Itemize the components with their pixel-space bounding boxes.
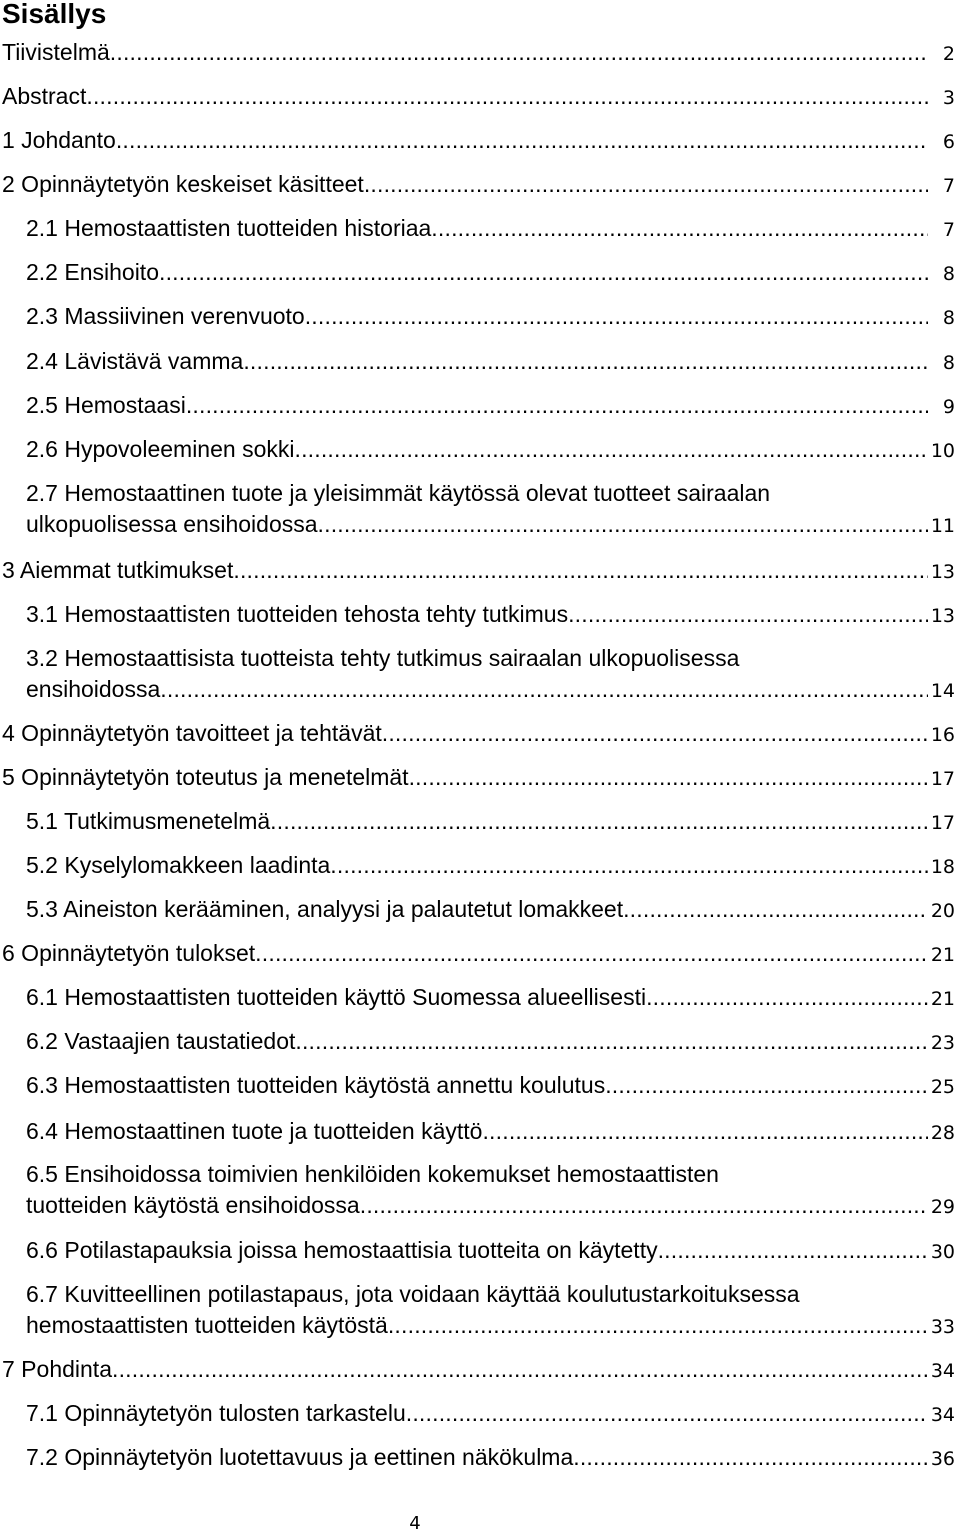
toc-entry-title: tuotteiden käytöstä ensihoidossa bbox=[26, 1192, 360, 1218]
dot-leader bbox=[255, 938, 928, 969]
toc-entry-title: Tiivistelmä bbox=[2, 39, 110, 65]
toc-entry[interactable] bbox=[2, 718, 955, 751]
toc-entry-page-number: 20 bbox=[930, 900, 955, 922]
toc-entry[interactable] bbox=[2, 1354, 955, 1387]
dot-leader bbox=[243, 346, 928, 377]
dot-leader bbox=[409, 762, 928, 793]
dot-leader bbox=[294, 434, 928, 465]
toc-entry[interactable] bbox=[26, 1159, 955, 1223]
toc-entry-title: 2.4 Lävistävä vamma bbox=[26, 348, 244, 374]
toc-entry-page-number: 13 bbox=[930, 561, 955, 583]
toc-entry[interactable] bbox=[2, 938, 955, 971]
toc-entry-page-number: 6 bbox=[942, 131, 955, 153]
toc-entry[interactable] bbox=[26, 806, 955, 839]
toc-entry[interactable] bbox=[26, 643, 955, 707]
toc-entry[interactable] bbox=[26, 1235, 955, 1268]
dot-leader bbox=[623, 894, 928, 925]
toc-entry[interactable] bbox=[2, 37, 955, 70]
toc-entry-page-number: 10 bbox=[930, 440, 955, 462]
toc-entry-page-number: 34 bbox=[930, 1404, 955, 1426]
toc-entry-title: ulkopuolisessa ensihoidossa bbox=[26, 511, 318, 537]
toc-entry-page-number: 25 bbox=[930, 1076, 955, 1098]
toc-entry-page-number: 21 bbox=[930, 988, 955, 1010]
dot-leader bbox=[233, 555, 928, 586]
toc-entry-title-first-line: 3.2 Hemostaattisista tuotteista tehty tutkimus sairaalan ulkopuolisessa bbox=[26, 645, 740, 671]
toc-entry-line bbox=[26, 390, 955, 423]
toc-entry-page-number: 7 bbox=[942, 219, 955, 241]
toc-entry-title: 6.2 Vastaajien taustatiedot bbox=[26, 1028, 296, 1054]
toc-entry-page-number: 9 bbox=[942, 396, 955, 418]
toc-entry-title: 6 Opinnäytetyön tulokset bbox=[2, 940, 256, 966]
toc-entry-title: 5.1 Tutkimusmenetelmä bbox=[26, 808, 271, 834]
dot-leader bbox=[330, 850, 928, 881]
toc-entry-line bbox=[26, 1190, 955, 1223]
toc-entry-title: 5.3 Aineiston kerääminen, analyysi ja palautetut lomakkeet bbox=[26, 896, 624, 922]
toc-entry-title: 2.3 Massiivinen verenvuoto bbox=[26, 303, 305, 329]
toc-entry-line bbox=[26, 509, 955, 542]
toc-entry-line bbox=[26, 346, 955, 379]
toc-entry-line bbox=[2, 762, 955, 795]
page-number: 4 bbox=[409, 1513, 421, 1534]
toc-entry-title: Abstract bbox=[2, 83, 87, 109]
toc-entry-page-number: 16 bbox=[930, 724, 955, 746]
toc-entry-page-number: 8 bbox=[942, 352, 955, 374]
dot-leader bbox=[116, 125, 928, 156]
toc-entry[interactable] bbox=[26, 346, 955, 379]
toc-entry-title-first-line: 2.7 Hemostaattinen tuote ja yleisimmät käytössä olevat tuotteet sairaalan bbox=[26, 480, 771, 506]
toc-entry[interactable] bbox=[26, 1279, 955, 1343]
toc-entry-line bbox=[26, 434, 955, 467]
toc-entry-title: 2 Opinnäytetyön keskeiset käsitteet bbox=[2, 171, 364, 197]
toc-entry-title: 5.2 Kyselylomakkeen laadinta bbox=[26, 852, 331, 878]
toc-entry[interactable] bbox=[26, 213, 955, 246]
toc-entry[interactable] bbox=[26, 1026, 955, 1059]
dot-leader bbox=[86, 81, 928, 112]
dot-leader bbox=[406, 1398, 928, 1429]
toc-entry-title: 7 Pohdinta bbox=[2, 1356, 112, 1382]
toc-entry-title: 2.1 Hemostaattisten tuotteiden historiaa bbox=[26, 215, 432, 241]
toc-entry-line bbox=[26, 213, 955, 246]
toc-entry-line bbox=[26, 850, 955, 883]
toc-entry-line bbox=[26, 1116, 955, 1149]
toc-entry-title: 6.3 Hemostaattisten tuotteiden käytöstä annettu koulutus bbox=[26, 1072, 606, 1098]
toc-entry[interactable] bbox=[26, 390, 955, 423]
toc-entry[interactable] bbox=[26, 1116, 955, 1149]
toc-entry-line bbox=[26, 806, 955, 839]
toc-entry-page-number: 8 bbox=[942, 263, 955, 285]
toc-entry-page-number: 18 bbox=[930, 856, 955, 878]
toc-entry-line bbox=[2, 1354, 955, 1387]
toc-entry-title: 6.1 Hemostaattisten tuotteiden käyttö Suomessa alueellisesti bbox=[26, 984, 647, 1010]
toc-entry-line bbox=[26, 982, 955, 1015]
toc-entry-title: 7.2 Opinnäytetyön luotettavuus ja eettinen näkökulma bbox=[26, 1444, 574, 1470]
toc-entry[interactable] bbox=[2, 81, 955, 114]
toc-entry[interactable] bbox=[26, 982, 955, 1015]
toc-entry-line bbox=[2, 555, 955, 588]
toc-entry-line bbox=[26, 1235, 955, 1268]
dot-leader bbox=[605, 1070, 928, 1101]
toc-entry-page-number: 28 bbox=[930, 1122, 955, 1144]
toc-entry[interactable] bbox=[26, 1442, 955, 1475]
toc-entry-title: ensihoidossa bbox=[26, 676, 161, 702]
toc-entry[interactable] bbox=[26, 1398, 955, 1431]
toc-entry-line bbox=[2, 718, 955, 751]
dot-leader bbox=[482, 1116, 928, 1147]
toc-entry-page-number: 30 bbox=[930, 1241, 955, 1263]
toc-entry-page-number: 29 bbox=[930, 1196, 955, 1218]
toc-entry-line bbox=[2, 938, 955, 971]
toc-entry-page-number: 7 bbox=[942, 175, 955, 197]
dot-leader bbox=[360, 1190, 928, 1221]
toc-entry-line bbox=[26, 1310, 955, 1343]
toc-entry-title: 6.4 Hemostaattinen tuote ja tuotteiden käyttö bbox=[26, 1118, 483, 1144]
toc-entry-title-first-line: 6.7 Kuvitteellinen potilastapaus, jota voidaan käyttää koulutustarkoituksessa bbox=[26, 1281, 800, 1307]
dot-leader bbox=[159, 257, 928, 288]
toc-entry-page-number: 17 bbox=[930, 812, 955, 834]
toc-entry-title: 2.5 Hemostaasi bbox=[26, 392, 186, 418]
toc-entry-line bbox=[26, 301, 955, 334]
toc-entry[interactable] bbox=[26, 434, 955, 467]
toc-entry-page-number: 8 bbox=[942, 307, 955, 329]
toc-entry[interactable] bbox=[26, 257, 955, 290]
toc-entry[interactable] bbox=[2, 169, 955, 202]
toc-entry-title: hemostaattisten tuotteiden käytöstä bbox=[26, 1312, 388, 1338]
dot-leader bbox=[295, 1026, 928, 1057]
toc-entry-line bbox=[26, 257, 955, 290]
toc-entry-title: 7.1 Opinnäytetyön tulosten tarkastelu bbox=[26, 1400, 406, 1426]
toc-entry-title-first-line: 6.5 Ensihoidossa toimivien henkilöiden kokemukset hemostaattisten bbox=[26, 1161, 719, 1187]
dot-leader bbox=[431, 213, 928, 244]
toc-entry[interactable] bbox=[2, 555, 955, 588]
toc-entry-page-number: 17 bbox=[930, 768, 955, 790]
toc-entry-line bbox=[26, 1026, 955, 1059]
dot-leader bbox=[110, 37, 928, 68]
toc-entry-page-number: 14 bbox=[930, 680, 955, 702]
dot-leader bbox=[318, 509, 928, 540]
toc-entry-title: 2.2 Ensihoito bbox=[26, 259, 159, 285]
toc-entry-page-number: 2 bbox=[942, 43, 955, 65]
toc-entry-line bbox=[26, 1398, 955, 1431]
toc-entry-page-number: 34 bbox=[930, 1360, 955, 1382]
dot-leader bbox=[646, 982, 928, 1013]
toc-entry[interactable] bbox=[2, 762, 955, 795]
dot-leader bbox=[388, 1310, 928, 1341]
toc-entry[interactable] bbox=[26, 478, 955, 542]
dot-leader bbox=[382, 718, 928, 749]
toc-entry-line bbox=[26, 674, 955, 707]
dot-leader bbox=[186, 390, 928, 421]
dot-leader bbox=[573, 1442, 928, 1473]
dot-leader bbox=[112, 1354, 928, 1385]
toc-entry-title: 6.6 Potilastapauksia joissa hemostaattisia tuotteita on käytetty bbox=[26, 1237, 658, 1263]
toc-entry-title: 3.1 Hemostaattisten tuotteiden tehosta tehty tutkimus bbox=[26, 601, 569, 627]
dot-leader bbox=[364, 169, 928, 200]
toc-entry-line bbox=[26, 1442, 955, 1475]
toc-entry-line bbox=[2, 169, 955, 202]
toc-entry-title: 4 Opinnäytetyön tavoitteet ja tehtävät bbox=[2, 720, 382, 746]
toc-entry-page-number: 3 bbox=[942, 87, 955, 109]
toc-entry-line bbox=[2, 81, 955, 114]
dot-leader bbox=[305, 301, 928, 332]
toc-entry-title: 1 Johdanto bbox=[2, 127, 116, 153]
toc-entry-page-number: 11 bbox=[930, 515, 955, 537]
toc-entry-page-number: 13 bbox=[930, 605, 955, 627]
toc-entry-line bbox=[26, 894, 955, 927]
toc-entry-title: 5 Opinnäytetyön toteutus ja menetelmät bbox=[2, 764, 409, 790]
toc-entry-line bbox=[26, 1070, 955, 1103]
toc-entry[interactable] bbox=[26, 1070, 955, 1103]
dot-leader bbox=[160, 674, 928, 705]
dot-leader bbox=[658, 1235, 928, 1266]
toc-entry-line bbox=[2, 125, 955, 158]
toc-entry-title: 3 Aiemmat tutkimukset bbox=[2, 557, 234, 583]
toc-entry[interactable] bbox=[26, 850, 955, 883]
toc-entry[interactable] bbox=[2, 125, 955, 158]
toc-entry[interactable] bbox=[26, 301, 955, 334]
toc-entry[interactable] bbox=[26, 894, 955, 927]
toc-entry-page-number: 36 bbox=[930, 1448, 955, 1470]
toc-entry[interactable] bbox=[26, 599, 955, 632]
dot-leader bbox=[568, 599, 928, 630]
toc-entry-title: 2.6 Hypovoleeminen sokki bbox=[26, 436, 295, 462]
toc-entry-page-number: 23 bbox=[930, 1032, 955, 1054]
toc-entry-page-number: 33 bbox=[930, 1316, 955, 1338]
toc-entry-line bbox=[26, 599, 955, 632]
dot-leader bbox=[270, 806, 928, 837]
toc-entry-line bbox=[2, 37, 955, 70]
toc-entry-page-number: 21 bbox=[930, 944, 955, 966]
toc-title: Sisällys bbox=[2, 0, 107, 29]
